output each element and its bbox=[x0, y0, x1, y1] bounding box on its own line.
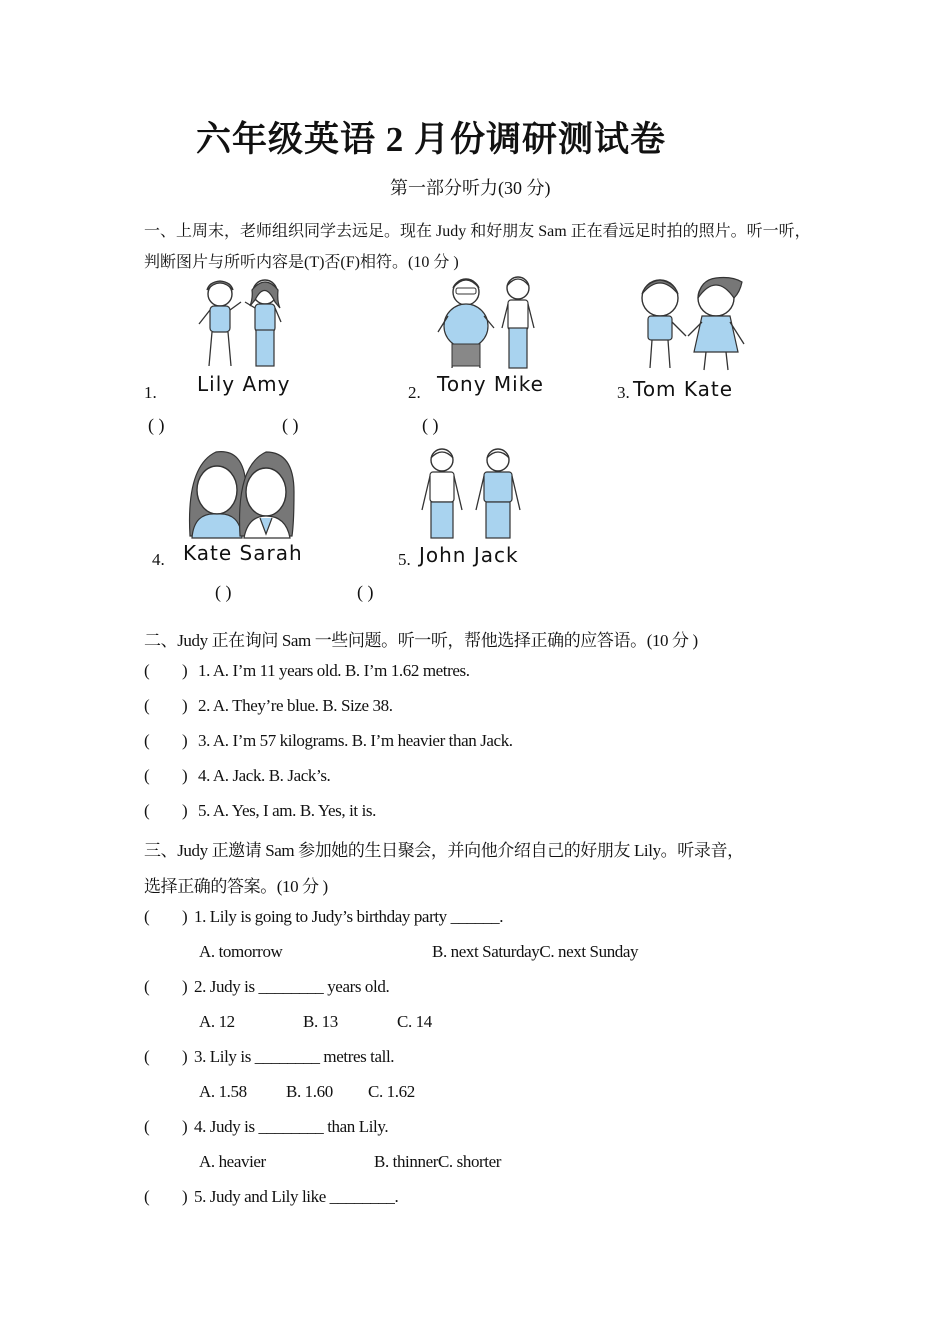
part3-question-1: 1. Lily is going to Judy’s birthday party ______. bbox=[194, 907, 504, 926]
part2-paren-3[interactable]: ( bbox=[144, 731, 150, 750]
part2-close-5: ) bbox=[182, 801, 188, 820]
part2-paren-5[interactable]: ( bbox=[144, 801, 150, 820]
part3-q4-option-bc: B. thinnerC. shorter bbox=[374, 1152, 502, 1171]
picture-4-number: 4. bbox=[152, 550, 165, 569]
answer-blank-1[interactable]: ( ) bbox=[148, 415, 165, 435]
part3-q3-option-c: C. 1.62 bbox=[368, 1082, 415, 1101]
part1-instruction-line1: 一、上周末，老师组织同学去远足。现在 Judy 和好朋友 Sam 正在看远足时拍的照片。听一听， bbox=[144, 223, 811, 240]
part2-paren-1[interactable]: ( bbox=[144, 661, 150, 680]
picture-4-names: Kate Sarah bbox=[183, 541, 303, 565]
part2-item-5: 5. A. Yes, I am. B. Yes, it is. bbox=[198, 801, 376, 820]
part3-close-4: ) bbox=[182, 1117, 188, 1136]
part2-paren-2[interactable]: ( bbox=[144, 696, 150, 715]
part3-question-4: 4. Judy is ________ than Lily. bbox=[194, 1117, 389, 1136]
section-subtitle: 第一部分听力(30 分) bbox=[390, 178, 551, 198]
part3-paren-3[interactable]: ( bbox=[144, 1047, 150, 1066]
picture-4-illustration bbox=[186, 446, 298, 540]
part3-close-1: ) bbox=[182, 907, 188, 926]
picture-5-illustration bbox=[418, 446, 528, 540]
part2-instruction: 二、Judy 正在询问 Sam 一些问题。听一听，帮他选择正确的应答语。(10 分 ) bbox=[144, 631, 698, 650]
part3-question-5: 5. Judy and Lily like ________. bbox=[194, 1187, 399, 1206]
picture-3-number: 3. bbox=[617, 383, 630, 402]
part3-paren-1[interactable]: ( bbox=[144, 907, 150, 926]
answer-blank-3[interactable]: ( ) bbox=[422, 415, 439, 435]
part3-close-3: ) bbox=[182, 1047, 188, 1066]
picture-2-number: 2. bbox=[408, 383, 421, 402]
answer-blank-2[interactable]: ( ) bbox=[282, 415, 299, 435]
picture-3-names: Tom Kate bbox=[633, 377, 734, 401]
part3-close-2: ) bbox=[182, 977, 188, 996]
part2-close-4: ) bbox=[182, 766, 188, 785]
part3-q3-option-a: A. 1.58 bbox=[199, 1082, 247, 1101]
part3-q2-option-b: B. 13 bbox=[303, 1012, 338, 1031]
picture-3-illustration bbox=[636, 272, 746, 377]
part3-paren-2[interactable]: ( bbox=[144, 977, 150, 996]
part2-item-1: 1. A. I’m 11 years old. B. I’m 1.62 metres. bbox=[198, 661, 470, 680]
part1-instruction-line2: 判断图片与所听内容是(T)否(F)相符。(10 分 ) bbox=[144, 254, 459, 271]
picture-2-names: Tony Mike bbox=[437, 372, 544, 396]
part3-q1-option-a: A. tomorrow bbox=[199, 942, 283, 961]
part2-close-3: ) bbox=[182, 731, 188, 750]
part3-question-2: 2. Judy is ________ years old. bbox=[194, 977, 390, 996]
picture-5-names: John Jack bbox=[419, 543, 519, 567]
part2-paren-4[interactable]: ( bbox=[144, 766, 150, 785]
picture-1-illustration bbox=[195, 272, 295, 372]
picture-5-number: 5. bbox=[398, 550, 411, 569]
part2-item-4: 4. A. Jack. B. Jack’s. bbox=[198, 766, 331, 785]
part2-item-3: 3. A. I’m 57 kilograms. B. I’m heavier than Jack. bbox=[198, 731, 513, 750]
part3-paren-4[interactable]: ( bbox=[144, 1117, 150, 1136]
picture-1-number: 1. bbox=[144, 383, 157, 402]
part2-item-2: 2. A. They’re blue. B. Size 38. bbox=[198, 696, 393, 715]
part3-question-3: 3. Lily is ________ metres tall. bbox=[194, 1047, 395, 1066]
page-title: 六年级英语 2 月份调研测试卷 bbox=[196, 120, 667, 159]
part3-q1-option-bc: B. next SaturdayC. next Sunday bbox=[432, 942, 639, 961]
part3-paren-5[interactable]: ( bbox=[144, 1187, 150, 1206]
part3-close-5: ) bbox=[182, 1187, 188, 1206]
answer-blank-4[interactable]: ( ) bbox=[215, 582, 232, 602]
part3-q4-option-a: A. heavier bbox=[199, 1152, 266, 1171]
part3-instruction-line2: 选择正确的答案。(10 分 ) bbox=[144, 877, 328, 896]
part2-close-1: ) bbox=[182, 661, 188, 680]
answer-blank-5[interactable]: ( ) bbox=[357, 582, 374, 602]
picture-2-illustration bbox=[436, 270, 541, 375]
part3-q2-option-a: A. 12 bbox=[199, 1012, 235, 1031]
part3-q2-option-c: C. 14 bbox=[397, 1012, 432, 1031]
picture-1-names: Lily Amy bbox=[197, 372, 291, 396]
part2-close-2: ) bbox=[182, 696, 188, 715]
part3-q3-option-b: B. 1.60 bbox=[286, 1082, 333, 1101]
part3-instruction-line1: 三、Judy 正邀请 Sam 参加她的生日聚会，并向他介绍自己的好朋友 Lily。听录音， bbox=[144, 841, 744, 860]
